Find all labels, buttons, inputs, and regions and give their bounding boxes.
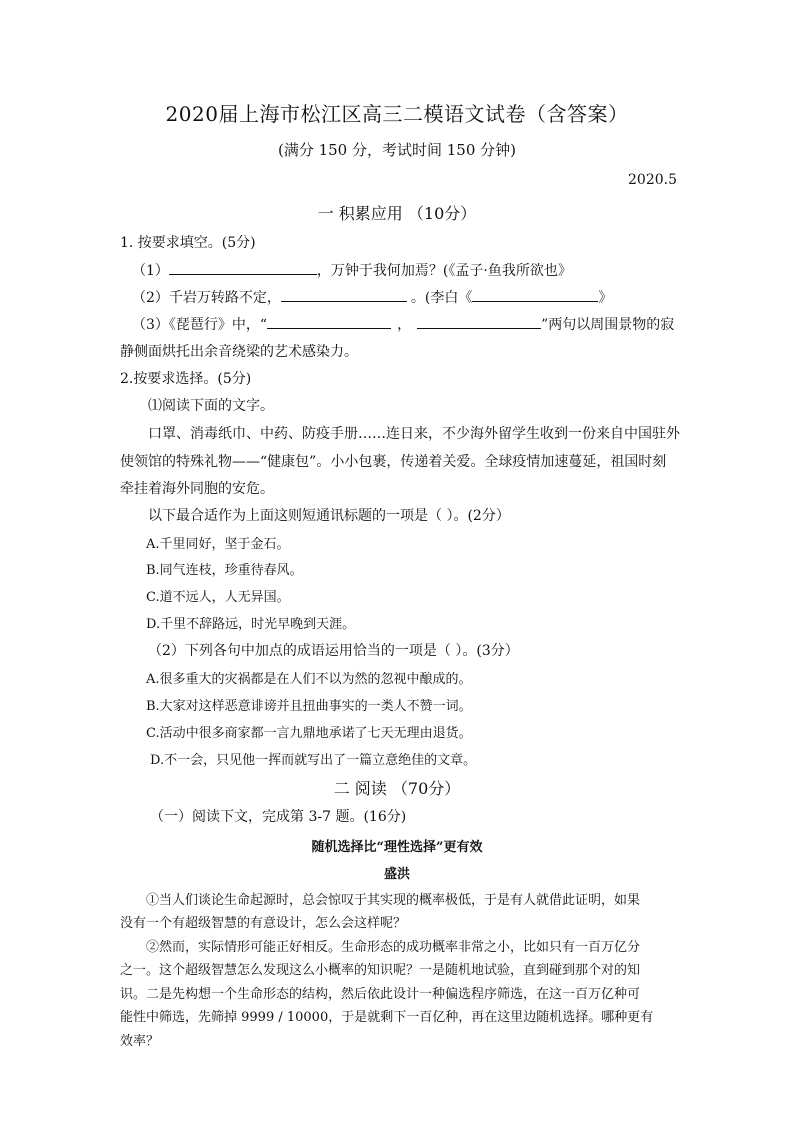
article-title: 随机选择比“理性选择”更有效: [311, 840, 483, 855]
q1-item1-text: ，万钟于我何加焉？(《孟子·鱼我所欲也》: [316, 263, 572, 279]
fill-blank-1[interactable]: [169, 260, 317, 275]
option-d[interactable]: D.千里不辞路远，时光早晚到天涯。: [146, 617, 356, 632]
q2-sub1-stem: 以下最合适作为上面这则短通讯标题的一项是（ ）。(2分）: [148, 508, 510, 524]
option-a[interactable]: A.千里同好，坚于金石。: [146, 537, 290, 552]
q1-item2-mid: 。(李白《: [410, 290, 473, 306]
q1-item1-prefix: （1）: [132, 263, 169, 279]
option-b[interactable]: B.大家对这样恶意诽谤并且扭曲事实的一类人不赞一词。: [146, 699, 472, 714]
option-a[interactable]: A.很多重大的灾祸都是在人们不以为然的忽视中酿成的。: [146, 672, 472, 687]
q1-item3: [132, 314, 674, 334]
exam-date: 2020.5: [628, 172, 677, 188]
page-title: 2020届上海市松江区高三二模语文试卷（含答案）: [165, 102, 629, 126]
q2-part1-label: ⑴阅读下面的文字。: [148, 398, 274, 414]
q1-item3-cont: 静侧面烘托出余音绕梁的艺术感染力。: [120, 344, 358, 360]
article-line: 效率？: [120, 1034, 160, 1049]
option-c[interactable]: C.道不远人，人无异国。: [146, 590, 290, 605]
fill-blank-5[interactable]: [417, 314, 541, 329]
passage-line: 牵挂着海外同胞的安危。: [120, 481, 274, 497]
article-author: 盛洪: [383, 867, 410, 882]
q2-sub2-stem: （2）下列各句中加点的成语运用恰当的一项是（ ）。(3分）: [148, 643, 519, 659]
page-subtitle: (满分 150 分，考试时间 150 分钟): [277, 141, 517, 159]
q1-item3-prefix: （3）《琵琶行》中，“: [132, 317, 268, 333]
article-line: ②然而，实际情形可能正好相反。生命形态的成功概率非常之小，比如只有一百万亿分: [146, 940, 641, 955]
q1-item3-mid: ，: [397, 317, 412, 333]
section2-heading: 二 阅读 （70分）: [333, 779, 461, 798]
reading-part1-stem: （一）阅读下文，完成第 3-7 题。(16分): [150, 809, 407, 825]
q1-item2-end: 》: [598, 290, 613, 306]
option-b[interactable]: B.同气连枝，珍重待春风。: [146, 563, 303, 578]
section1-heading: 一 积累应用 （10分）: [317, 204, 477, 223]
option-d[interactable]: D.不一会，只见他一挥而就写出了一篇立意绝佳的文章。: [150, 753, 477, 768]
fill-blank-2[interactable]: [281, 287, 407, 302]
article-line: 没有一个有超级智慧的有意设计，怎么会这样呢？: [120, 916, 407, 931]
article-line: 识。二是先构想一个生命形态的结构，然后依此设计一种偏选程序筛选，在这一百万亿种可: [120, 987, 641, 1002]
q1-stem: 1. 按要求填空。(5分): [120, 235, 256, 251]
q1-item1: [132, 260, 572, 280]
article-line: ①当人们谈论生命起源时，总会惊叹于其实现的概率极低，于是有人就借此证明，如果: [146, 893, 641, 908]
article-line: 能性中筛选，先筛掉 9999 / 10000，于是就剩下一百亿种，再在这里边随机选择。哪种更有: [120, 1010, 654, 1025]
q1-item2-prefix: （2）千岩万转路不定，: [132, 290, 281, 306]
q1-item3-end: ”两句以周围景物的寂: [541, 317, 675, 333]
article-line: 之一。这个超级智慧怎么发现这么小概率的知识呢？一是随机地试验，直到碰到那个对的知: [120, 963, 641, 978]
passage-line: 使领馆的特殊礼物——“健康包”。小小包裹，传递着关爱。全球疫情加速蔓延，祖国时刻: [120, 454, 667, 470]
fill-blank-4[interactable]: [267, 314, 391, 329]
q2-stem: 2.按要求选择。(5分): [120, 371, 252, 387]
option-c[interactable]: C.活动中很多商家都一言九鼎地承诺了七天无理由退货。: [146, 726, 472, 741]
q1-item2: [132, 287, 612, 307]
fill-blank-3[interactable]: [472, 287, 598, 302]
passage-line: 口罩、消毒纸巾、中药、防疫手册……连日来，不少海外留学生收到一份来自中国驻外: [148, 426, 680, 442]
